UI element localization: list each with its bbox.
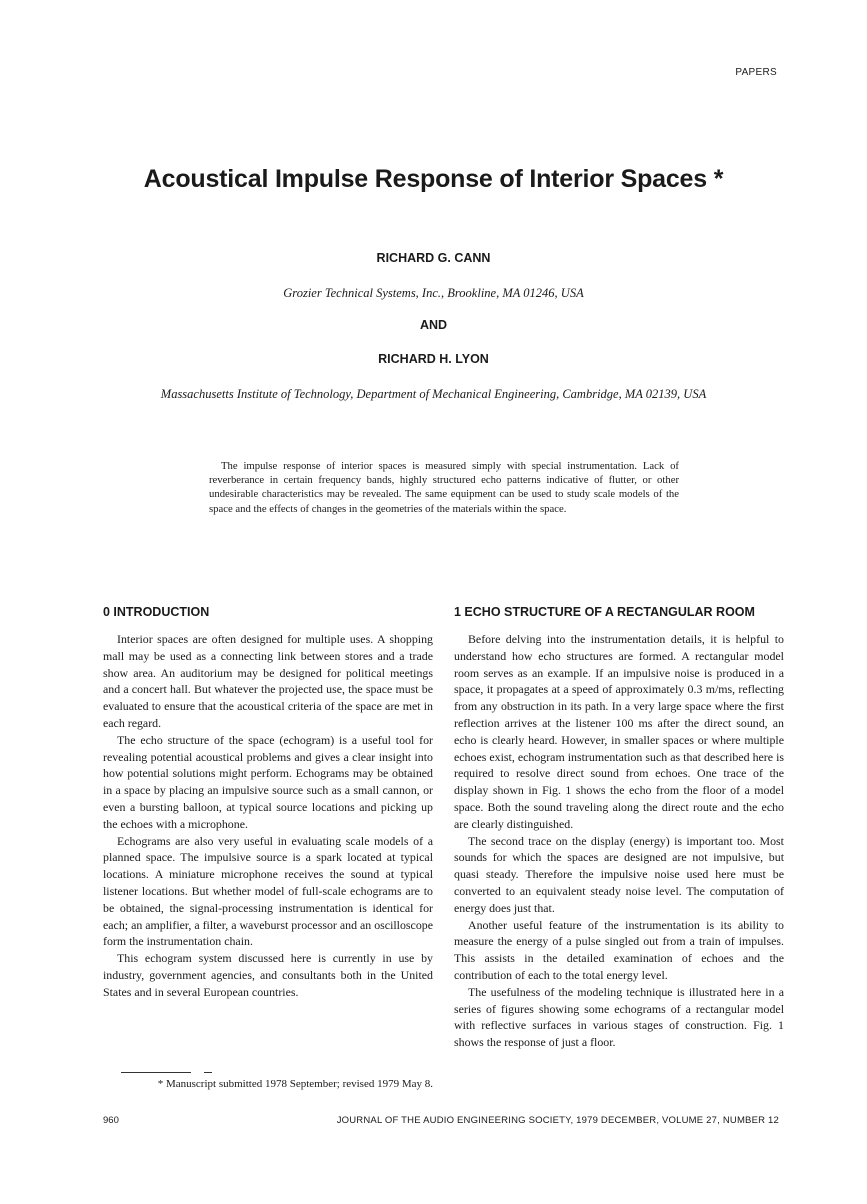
page-number: 960 [103,1115,119,1126]
intro-paragraph: This echogram system discussed here is currently in use by industry, government agencies, and consultants both in the United States and in several European countries. [103,951,433,999]
echo-paragraph: Before delving into the instrumentation details, it is helpful to understand how echo structures are formed. A rectangular model room serves as an example. If an impulsive noise is produced in a space, it propagates at a speed of approximately 0.3 m/ms, reflecting from any obstruction in its path. In a very large space where the first reflection arrives at the listener 100 ms after the direct sound, an echo is clearly heard. However, in smaller spaces or where multiple echoes exist, echogram instrumentation such as that described here is required to resolve direct sound from echoes. One trace of the display shown in Fig. 1 shows the echo from the floor of a model space. Both the sound traveling along the direct route and the echo are clearly distinguished. [454,632,784,831]
intro-heading: 0 INTRODUCTION [103,605,210,619]
author-name-1: RICHARD G. CANN [376,251,491,265]
echo-body [454,631,784,1051]
intro-paragraph: Interior spaces are often designed for multiple uses. A shopping mall may be used as a connecting link between stores and a trade show area. An auditorium may be designed for political meetings and a concert hall. But whatever the projected use, the space must be evaluated to ensure that the acoustical criteria of the space are met in each regard. [103,632,433,730]
echo-paragraph: The usefulness of the modeling technique is illustrated here in a series of figures showing some echograms of a rectangular model with reflective surfaces in various stages of construction. Fig. 1 shows the response of just a floor. [454,984,784,1050]
author-affiliation-1: Grozier Technical Systems, Inc., Brookline, MA 01246, USA [283,286,584,300]
section-label: PAPERS [735,67,777,78]
intro-paragraph: Echograms are also very useful in evaluating scale models of a planned space. The impulsive source is a spark located at typical locations. A miniature microphone receives the sound at typical listener locations. But whether model of full-scale echograms are to be obtained, the signal-processing instrumentation is identical for each; an amplifier, a filter, a waveburst processor and an oscilloscope form the instrumentation chain. [103,833,433,949]
echo-paragraph: The second trace on the display (energy) is important too. Most sounds for which the spaces are designed are not impulsive, but quasi steady. Therefore the impulsive noise used here must be converted to an equivalent steady noise level. The computation of energy does just that. [454,833,784,915]
author-affiliation-2: Massachusetts Institute of Technology, Department of Mechanical Engineering, Cambridge, MA 02139, USA [160,387,707,401]
footnote-rule-dash [204,1072,212,1073]
footnote-rule [121,1072,191,1073]
echo-section [454,605,784,1051]
intro-section [103,605,433,1001]
echo-heading: 1 ECHO STRUCTURE OF A RECTANGULAR ROOM [454,605,755,619]
intro-paragraph: The echo structure of the space (echogram) is a useful tool for revealing potential acoustical problems and gives a clear insight into how potential solutions might perform. Echograms may be obtained in a space by placing an impulsive source such as a small cannon, or even a bursting balloon, at typical source locations and picking up the echoes with a microphone. [103,732,433,831]
echo-paragraph: Another useful feature of the instrumentation is its ability to measure the energy of a pulse singled out from a train of impulses. This assists in the detailed examination of echoes and the contribution of each to the total energy level. [454,917,784,982]
author-conjunction: AND [419,318,448,332]
paper-title: Acoustical Impulse Response of Interior Spaces * [143,165,724,193]
author-name-2: RICHARD H. LYON [378,352,489,366]
intro-body [103,631,433,1001]
abstract: The impulse response of interior spaces is measured simply with special instrumentation. Lack of reverberance in certain frequency bands, highly structured echo patterns indicative of flutter, or other undesirable characteristics may be revealed. The same equipment can be used to study scale models of the space and the effects of changes in the geometries of the materials within the space. [209,460,679,515]
journal-footer: JOURNAL OF THE AUDIO ENGINEERING SOCIETY, 1979 DECEMBER, VOLUME 27, NUMBER 12 [336,1115,779,1126]
footnote: * Manuscript submitted 1978 September; revised 1979 May 8. [157,1078,433,1090]
